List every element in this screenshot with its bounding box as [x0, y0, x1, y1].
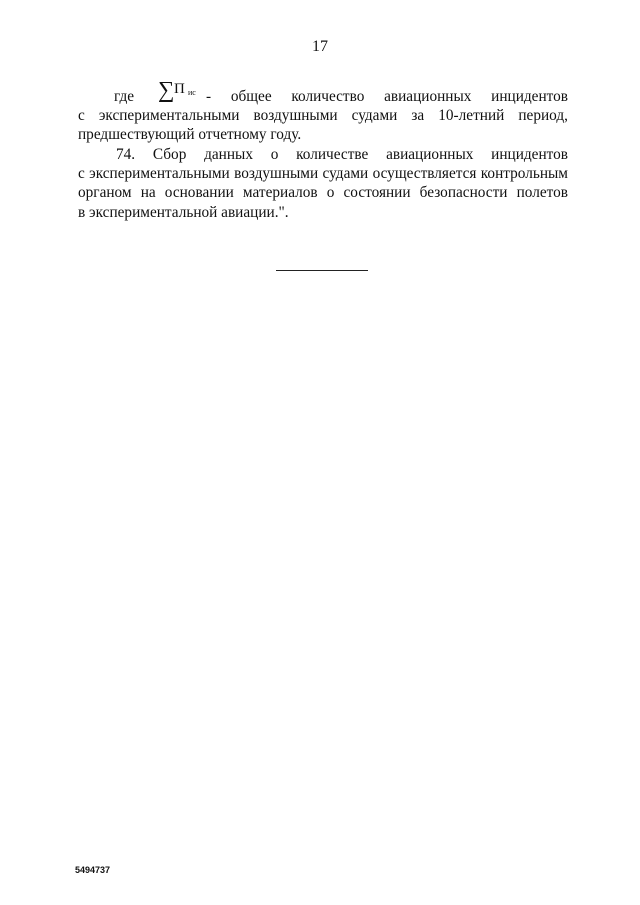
- paragraph-2-line-4: в экспериментальной авиации.".: [78, 203, 289, 221]
- page-number: 17: [312, 38, 328, 55]
- paragraph-1-line-3: предшествующий отчетному году.: [78, 126, 302, 144]
- formula-variable: П: [174, 81, 185, 97]
- sum-symbol: ∑: [158, 77, 175, 102]
- paragraph-1-line-2: с экспериментальными воздушными судами за 10-летний период,: [78, 107, 568, 124]
- formula-prefix: где: [114, 88, 135, 105]
- document-code: 5494737: [75, 865, 111, 875]
- paragraph-2-line-2: с экспериментальными воздушными судами осуществляется контрольным: [78, 165, 568, 183]
- formula-line: [78, 78, 568, 106]
- paragraph-2-line-1: 74. Сбор данных о количестве авиационных инцидентов: [116, 146, 568, 163]
- paragraph-2: [78, 145, 568, 222]
- separator-line: [276, 270, 368, 271]
- paragraph-1: [78, 106, 568, 144]
- paragraph-2-line-3: органом на основании материалов о состоянии безопасности полетов: [78, 184, 568, 202]
- formula-subscript: ис: [188, 88, 196, 97]
- formula-definition: - общее количество авиационных инцидентов: [206, 88, 568, 105]
